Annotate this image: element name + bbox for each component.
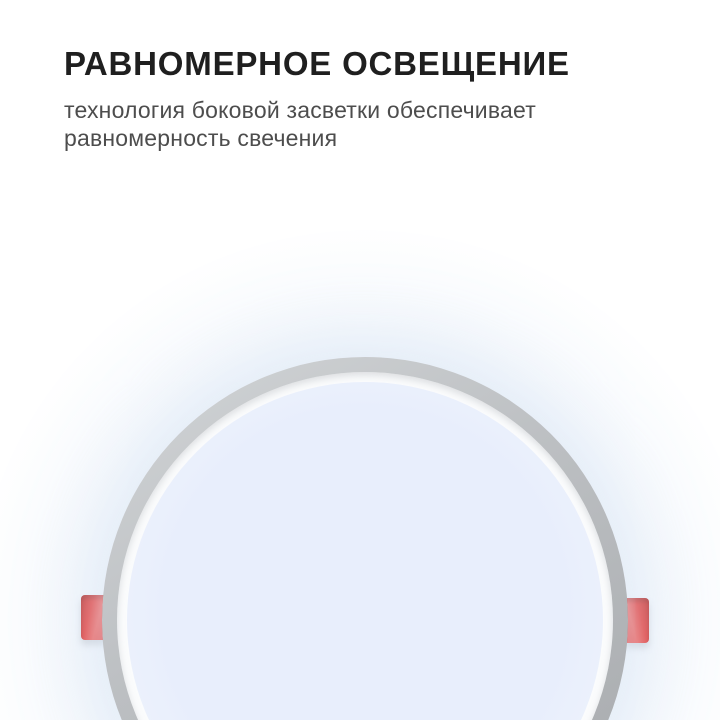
page-title: РАВНОМЕРНОЕ ОСВЕЩЕНИЕ: [64, 45, 570, 82]
subtitle-line-2: равномерность свечения: [64, 124, 338, 151]
subtitle-line-1: технология боковой засветки обеспечивает: [64, 96, 536, 123]
lamp-diffuser: [127, 382, 603, 720]
subtitle: [64, 96, 570, 152]
header: [64, 44, 570, 152]
